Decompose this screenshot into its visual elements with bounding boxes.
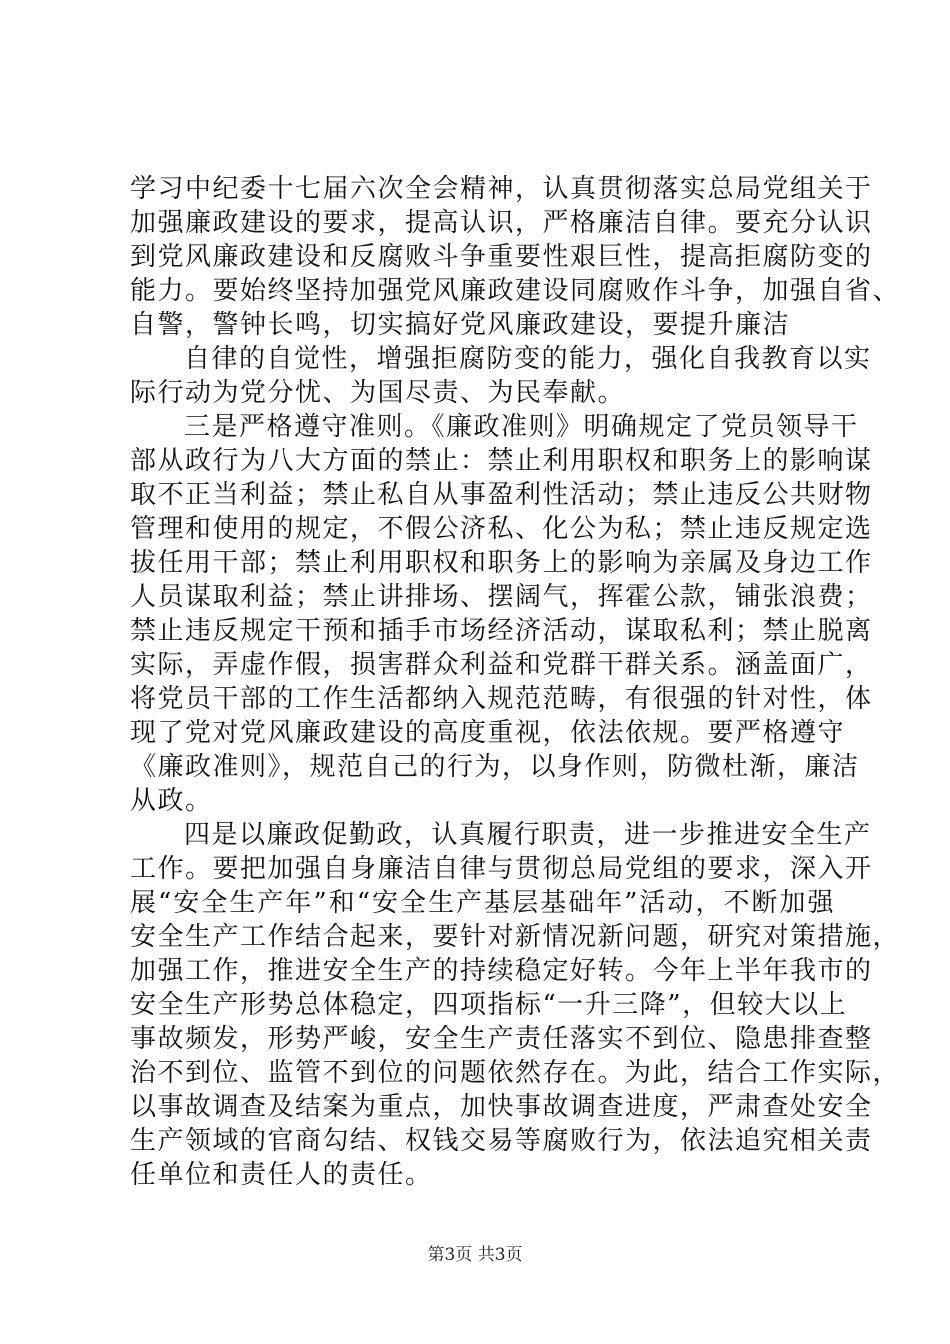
text-line: 生产领域的官商勾结、权钱交易等腐败行为，依法追究相关责 <box>130 1126 873 1156</box>
text-line: 人员谋取利益；禁止讲排场、摆阔气，挥霍公款，铺张浪费； <box>130 582 873 612</box>
text-line: 事故频发，形势严峻，安全生产责任落实不到位、隐患排查整 <box>130 1024 873 1054</box>
text-line: 自律的自觉性，增强拒腐防变的能力，强化自我教育以实 <box>184 344 872 374</box>
text-line: 从政。 <box>130 786 213 816</box>
page-number-footer: 第3页 共3页 <box>427 1245 523 1265</box>
text-line: 取不正当利益；禁止私自从事盈利性活动；禁止违反公共财物 <box>130 480 873 510</box>
text-line: 《廉政准则》，规范自己的行为，以身作则，防微杜渐，廉洁 <box>130 752 860 782</box>
text-line: 展“安全生产年”和“安全生产基层基础年”活动，不断加强 <box>130 888 835 918</box>
text-line: 安全生产形势总体稳定，四项指标“一升三降”，但较大以上 <box>130 990 848 1020</box>
text-line: 安全生产工作结合起来，要针对新情况新问题，研究对策措施， <box>130 922 901 952</box>
text-line: 加强工作，推进安全生产的持续稳定好转。今年上半年我市的 <box>130 956 873 986</box>
text-line: 加强廉政建设的要求，提高认识，严格廉洁自律。要充分认识 <box>130 208 873 238</box>
text-line: 将党员干部的工作生活都纳入规范范畴，有很强的针对性，体 <box>130 684 873 714</box>
text-line: 到党风廉政建设和反腐败斗争重要性艰巨性，提高拒腐防变的 <box>130 242 873 272</box>
text-line: 自警，警钟长鸣，切实搞好党风廉政建设，要提升廉洁 <box>130 310 791 340</box>
text-line: 拔任用干部；禁止利用职权和职务上的影响为亲属及身边工作 <box>130 548 873 578</box>
document-body <box>130 172 901 1192</box>
text-line: 治不到位、监管不到位的问题依然存在。为此，结合工作实际， <box>130 1058 901 1088</box>
text-line: 学习中纪委十七届六次全会精神，认真贯彻落实总局党组关于 <box>130 174 873 204</box>
text-line: 管理和使用的规定，不假公济私、化公为私；禁止违反规定选 <box>130 514 873 544</box>
text-line: 现了党对党风廉政建设的高度重视，依法依规。要严格遵守 <box>130 718 846 748</box>
text-line: 以事故调查及结案为重点，加快事故调查进度，严肃查处安全 <box>130 1092 873 1122</box>
text-line: 际行动为党分忧、为国尽责、为民奉献。 <box>130 378 626 408</box>
text-line: 禁止违反规定干预和插手市场经济活动，谋取私利；禁止脱离 <box>130 616 873 646</box>
text-line: 实际，弄虚作假，损害群众利益和党群干群关系。涵盖面广， <box>130 650 873 680</box>
text-line: 部从政行为八大方面的禁止：禁止利用职权和职务上的影响谋 <box>130 446 873 476</box>
text-line: 能力。要始终坚持加强党风廉政建设同腐败作斗争，加强自省、 <box>130 276 901 306</box>
text-line: 四是以廉政促勤政，认真履行职责，进一步推进安全生产 <box>184 820 872 850</box>
text-line: 三是严格遵守准则。《廉政准则》明确规定了党员领导干 <box>184 412 859 442</box>
text-line: 工作。要把加强自身廉洁自律与贯彻总局党组的要求，深入开 <box>130 854 873 884</box>
text-line: 任单位和责任人的责任。 <box>130 1160 433 1190</box>
